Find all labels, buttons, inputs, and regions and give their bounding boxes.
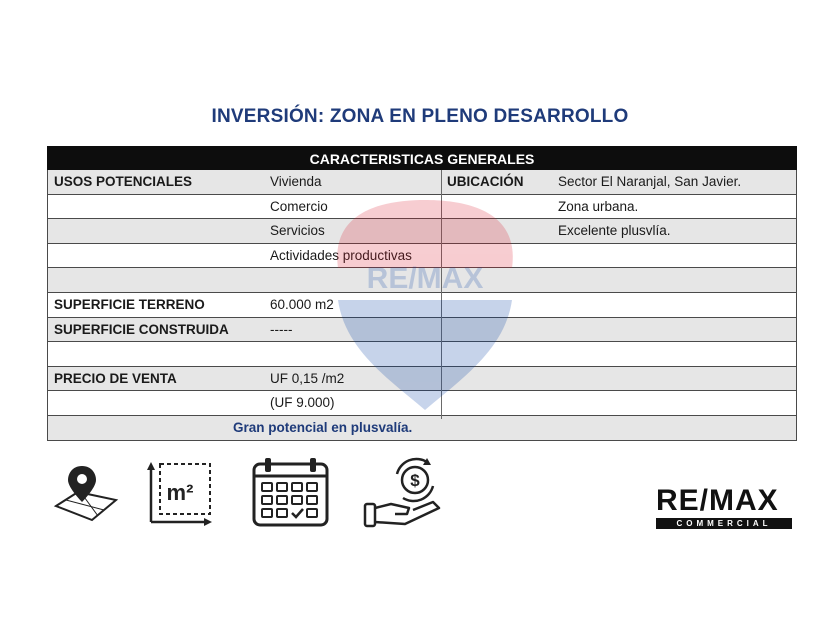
table-cell-c4: Zona urbana.	[558, 198, 639, 214]
table-cell-c3: UBICACIÓN	[447, 174, 524, 189]
page-title: INVERSIÓN: ZONA EN PLENO DESARROLLO	[211, 106, 629, 127]
table-header: CARACTERISTICAS GENERALES	[47, 146, 797, 170]
table-cell-c2: Comercio	[270, 198, 328, 214]
table-cell-c2: -----	[270, 321, 293, 337]
area-m2-icon	[146, 462, 214, 528]
table-cell-c1: SUPERFICIE CONSTRUIDA	[54, 321, 229, 337]
column-divider	[441, 170, 442, 419]
money-hand-icon	[361, 456, 453, 530]
map-pin-icon	[52, 462, 120, 524]
table-row	[47, 293, 797, 318]
table-row	[47, 391, 797, 416]
calendar-icon	[251, 456, 331, 528]
svg-text:$: $	[410, 471, 420, 490]
table-row	[47, 318, 797, 343]
remax-commercial-logo	[656, 486, 792, 529]
table-cell-c2: Vivienda	[270, 174, 322, 189]
table-cell-c2: 60.000 m2	[270, 296, 334, 312]
table-cell-c2: Servicios	[270, 223, 325, 239]
table-cell-c2: UF 0,15 /m2	[270, 370, 345, 386]
table-row	[47, 219, 797, 244]
table-cell-c1: USOS POTENCIALES	[54, 174, 193, 189]
table-row	[47, 342, 797, 367]
table-row	[47, 367, 797, 392]
table-row	[47, 195, 797, 220]
logo-main-text: RE/MAX	[656, 484, 779, 517]
table-cell-c1: PRECIO DE VENTA	[54, 370, 177, 386]
logo-sub-text: COMMERCIAL	[656, 518, 792, 529]
table-cell-c2: (UF 9.000)	[270, 395, 335, 411]
table-row	[47, 268, 797, 293]
table-cell-c1: SUPERFICIE TERRENO	[54, 296, 205, 312]
plusvalia-note: Gran potencial en plusvalía.	[233, 419, 413, 435]
table-cell-c4: Excelente plusvlía.	[558, 223, 671, 239]
table-cell-c4: Sector El Naranjal, San Javier.	[558, 174, 742, 189]
watermark-text: RE/MAX	[366, 262, 484, 295]
table-footer-row	[47, 416, 797, 441]
characteristics-table	[47, 146, 797, 441]
table-row	[47, 244, 797, 269]
table-cell-c2: Actividades productivas	[270, 247, 412, 263]
m2-label: m²	[166, 480, 194, 505]
table-row	[47, 170, 797, 195]
